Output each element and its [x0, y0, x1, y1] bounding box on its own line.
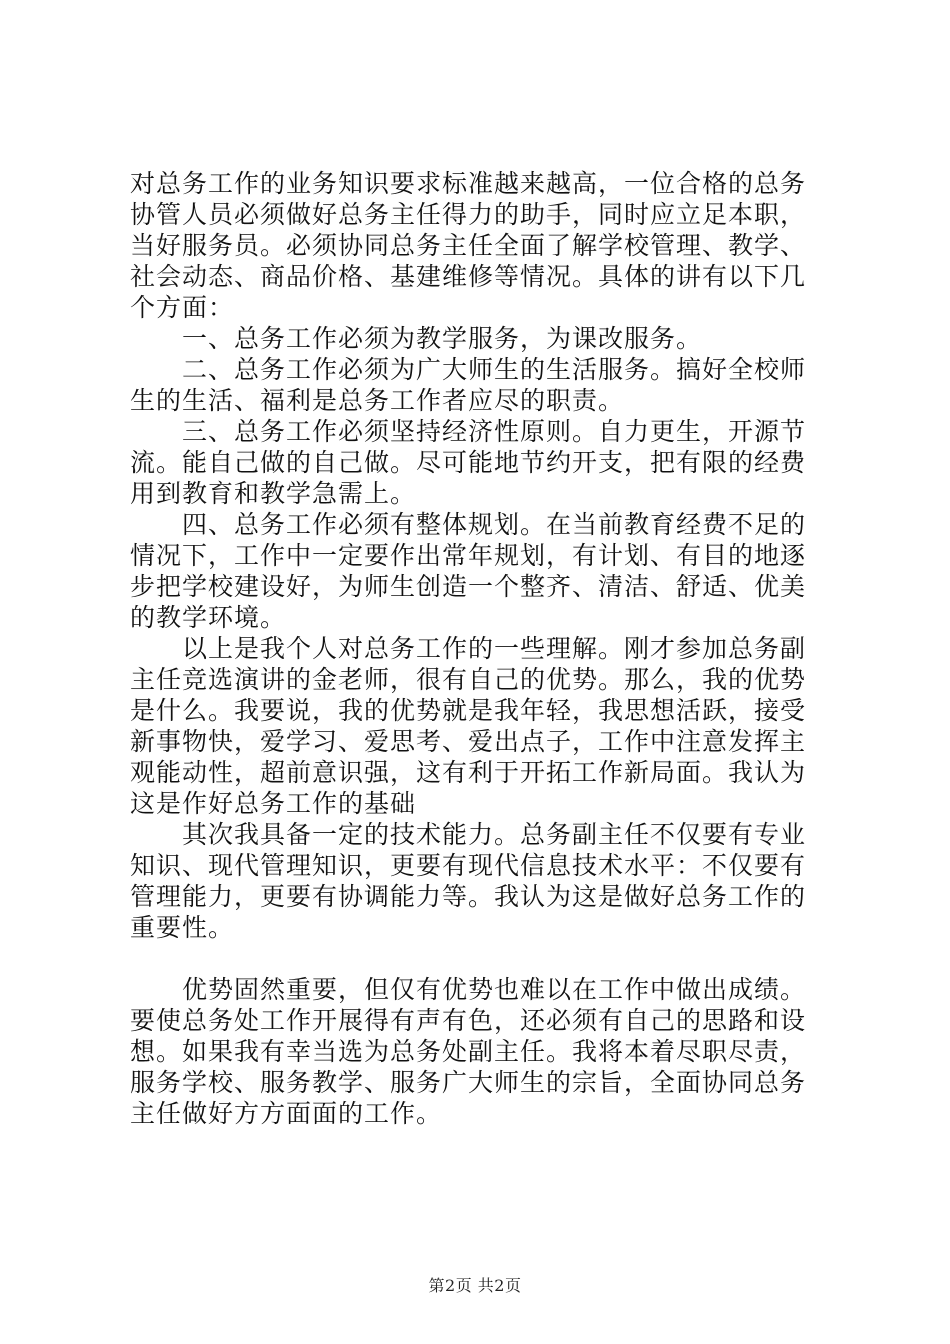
- document-body: [130, 168, 830, 1129]
- paragraph-point-two: 二、总务工作必须为广大师生的生活服务。搞好全校师生的生活、福利是总务工作者应尽的职责。: [130, 355, 807, 415]
- paragraph-gap: [130, 943, 830, 974]
- paragraph-point-one: 一、总务工作必须为教学服务，为课改服务。: [182, 324, 703, 353]
- paragraph-point-four: 四、总务工作必须有整体规划。在当前教育经费不足的情况下，工作中一定要作出常年规划，有计划、有目的地逐步把学校建设好，为师生创造一个整齐、清洁、舒适、优美的教学环境。: [130, 510, 807, 632]
- paragraph-technical-ability: 其次我具备一定的技术能力。总务副主任不仅要有专业知识、现代管理知识，更要有现代信息技术水平：不仅要有管理能力，更要有协调能力等。我认为这是做好总务工作的重要性。: [130, 820, 807, 942]
- paragraph-point-three: 三、总务工作必须坚持经济性原则。自力更生，开源节流。能自己做的自己做。尽可能地节约开支，把有限的经费用到教育和教学急需上。: [130, 417, 807, 508]
- page-number-footer: 第2页 共2页: [428, 1276, 522, 1295]
- paragraph-conclusion: 优势固然重要，但仅有优势也难以在工作中做出成绩。要使总务处工作开展得有声有色，还必须有自己的思路和设想。如果我有幸当选为总务处副主任。我将本着尽职尽责，服务学校、服务教学、服务广大师生的宗旨，全面协同总务主任做好方方面面的工作。: [130, 975, 807, 1128]
- paragraph-continuation: 对总务工作的业务知识要求标准越来越高，一位合格的总务协管人员必须做好总务主任得力的助手，同时应立足本职，当好服务员。必须协同总务主任全面了解学校管理、教学、社会动态、商品价格、基建维修等情况。具体的讲有以下几个方面：: [130, 169, 807, 322]
- paragraph-strengths: 以上是我个人对总务工作的一些理解。刚才参加总务副主任竞选演讲的金老师，很有自己的优势。那么，我的优势是什么。我要说，我的优势就是我年轻，我思想活跃，接受新事物快，爱学习、爱思考、爱出点子，工作中注意发挥主观能动性，超前意识强，这有利于开拓工作新局面。我认为这是作好总务工作的基础: [130, 634, 807, 818]
